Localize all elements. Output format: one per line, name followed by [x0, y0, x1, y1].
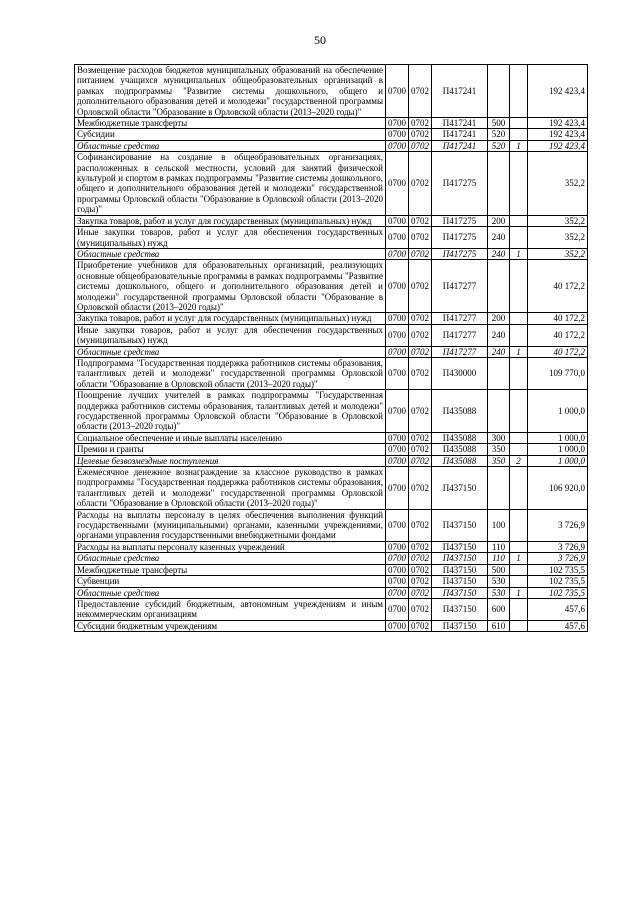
- section-code: 0700: [386, 553, 409, 564]
- table-row: [75, 390, 588, 433]
- table-row: [75, 260, 588, 313]
- table-row: [75, 215, 588, 226]
- amount-value: 192 423,4: [528, 118, 588, 129]
- row-description: Подпрограмма "Государственная поддержка работников системы образования, талантливых детей и молодежи" государственной программы Орловской области "Образование в Орловской области (2013–2020 годы)": [75, 357, 386, 389]
- target-article-code: П417275: [432, 248, 488, 259]
- source-code: [510, 444, 528, 455]
- source-code: [510, 432, 528, 443]
- target-article-code: П417275: [432, 215, 488, 226]
- expense-type-code: 500: [488, 118, 510, 129]
- source-code: 1: [510, 140, 528, 151]
- section-code: 0700: [386, 564, 409, 575]
- table-row: [75, 357, 588, 389]
- row-description: Субсидии бюджетным учреждениям: [75, 620, 386, 631]
- row-description: Возмещение расходов бюджетов муниципальных образований на обеспечение питанием учащихся муниципальных общеобразовательных организаций в рамках подпрограммы "Развитие системы дошкольного, общего и дополнительного образования детей и молодежи" государственной программы Орловской области "Образование в Орловской области (2013–2020 годы)": [75, 65, 386, 118]
- row-description: Областные средства: [75, 140, 386, 151]
- row-description: Расходы на выплаты персоналу казенных учреждений: [75, 541, 386, 552]
- subsection-code: 0702: [409, 357, 432, 389]
- expense-type-code: 200: [488, 313, 510, 324]
- subsection-code: 0702: [409, 346, 432, 357]
- source-code: [510, 390, 528, 433]
- row-description: Иные закупки товаров, работ и услуг для обеспечения государственных (муниципальных) нужд: [75, 324, 386, 346]
- amount-value: 40 172,2: [528, 324, 588, 346]
- row-description: Поощрение лучших учителей в рамках подпрограммы "Государственная поддержка работников системы образования, талантливых детей и молодежи" государственной программы Орловской области "Образование в Орловской области (2013–2020 годы)": [75, 390, 386, 433]
- row-description: Иные закупки товаров, работ и услуг для обеспечения государственных (муниципальных) нужд: [75, 227, 386, 249]
- target-article-code: П417277: [432, 313, 488, 324]
- expense-type-code: 350: [488, 444, 510, 455]
- source-code: [510, 65, 528, 118]
- table-row: [75, 467, 588, 510]
- row-description: Межбюджетные трансферты: [75, 118, 386, 129]
- section-code: 0700: [386, 357, 409, 389]
- target-article-code: П417277: [432, 346, 488, 357]
- section-code: 0700: [386, 390, 409, 433]
- subsection-code: 0702: [409, 215, 432, 226]
- expense-type-code: 610: [488, 620, 510, 631]
- target-article-code: П437150: [432, 620, 488, 631]
- section-code: 0700: [386, 455, 409, 466]
- table-body: [75, 65, 588, 632]
- row-description: Приобретение учебников для образовательных организаций, реализующих основные общеобразовательные программы в рамках подпрограммы "Развитие системы дошкольного, общего и дополнительного образования детей и молодежи" государственной программы Орловской области "Образование в Орловской области (2013–2020 годы)": [75, 260, 386, 313]
- table-row: [75, 432, 588, 443]
- row-description: Социальное обеспечение и иные выплаты населению: [75, 432, 386, 443]
- source-code: [510, 541, 528, 552]
- source-code: 1: [510, 553, 528, 564]
- amount-value: 102 735,5: [528, 587, 588, 598]
- subsection-code: 0702: [409, 118, 432, 129]
- section-code: 0700: [386, 432, 409, 443]
- expense-type-code: 520: [488, 129, 510, 140]
- subsection-code: 0702: [409, 598, 432, 620]
- amount-value: 352,2: [528, 215, 588, 226]
- target-article-code: П417241: [432, 129, 488, 140]
- amount-value: 192 423,4: [528, 129, 588, 140]
- subsection-code: 0702: [409, 553, 432, 564]
- row-description: Субвенции: [75, 576, 386, 587]
- expense-type-code: [488, 357, 510, 389]
- target-article-code: П435088: [432, 432, 488, 443]
- table-row: [75, 444, 588, 455]
- source-code: [510, 620, 528, 631]
- row-description: Премии и гранты: [75, 444, 386, 455]
- source-code: [510, 215, 528, 226]
- target-article-code: П437150: [432, 564, 488, 575]
- target-article-code: П417241: [432, 65, 488, 118]
- target-article-code: П437150: [432, 509, 488, 541]
- source-code: 1: [510, 248, 528, 259]
- amount-value: 106 920,0: [528, 467, 588, 510]
- amount-value: 192 423,4: [528, 65, 588, 118]
- expense-type-code: 240: [488, 227, 510, 249]
- amount-value: 352,2: [528, 227, 588, 249]
- amount-value: 3 726,9: [528, 509, 588, 541]
- subsection-code: 0702: [409, 65, 432, 118]
- source-code: 1: [510, 587, 528, 598]
- amount-value: 457,6: [528, 620, 588, 631]
- subsection-code: 0702: [409, 152, 432, 215]
- row-description: Областные средства: [75, 346, 386, 357]
- source-code: 2: [510, 455, 528, 466]
- row-description: Закупка товаров, работ и услуг для государственных (муниципальных) нужд: [75, 313, 386, 324]
- table-row: [75, 140, 588, 151]
- expense-type-code: 240: [488, 346, 510, 357]
- section-code: 0700: [386, 467, 409, 510]
- table-row: [75, 509, 588, 541]
- section-code: 0700: [386, 65, 409, 118]
- amount-value: 3 726,9: [528, 553, 588, 564]
- section-code: 0700: [386, 260, 409, 313]
- section-code: 0700: [386, 587, 409, 598]
- section-code: 0700: [386, 215, 409, 226]
- table-row: [75, 587, 588, 598]
- expense-type-code: [488, 467, 510, 510]
- target-article-code: П437150: [432, 553, 488, 564]
- subsection-code: 0702: [409, 541, 432, 552]
- expense-type-code: 110: [488, 541, 510, 552]
- amount-value: 102 735,5: [528, 564, 588, 575]
- amount-value: 40 172,2: [528, 260, 588, 313]
- subsection-code: 0702: [409, 248, 432, 259]
- source-code: [510, 118, 528, 129]
- subsection-code: 0702: [409, 576, 432, 587]
- table-row: [75, 455, 588, 466]
- expense-type-code: 530: [488, 576, 510, 587]
- target-article-code: П437150: [432, 467, 488, 510]
- source-code: [510, 357, 528, 389]
- section-code: 0700: [386, 118, 409, 129]
- section-code: 0700: [386, 444, 409, 455]
- table-row: [75, 227, 588, 249]
- expense-type-code: 240: [488, 324, 510, 346]
- expense-type-code: 300: [488, 432, 510, 443]
- subsection-code: 0702: [409, 432, 432, 443]
- section-code: 0700: [386, 598, 409, 620]
- target-article-code: П417275: [432, 152, 488, 215]
- amount-value: 1 000,0: [528, 432, 588, 443]
- expense-type-code: 520: [488, 140, 510, 151]
- amount-value: 352,2: [528, 248, 588, 259]
- table-row: [75, 564, 588, 575]
- expense-type-code: 100: [488, 509, 510, 541]
- amount-value: 457,6: [528, 598, 588, 620]
- amount-value: 1 000,0: [528, 455, 588, 466]
- amount-value: 1 000,0: [528, 390, 588, 433]
- target-article-code: П430000: [432, 357, 488, 389]
- table-row: [75, 65, 588, 118]
- target-article-code: П435088: [432, 455, 488, 466]
- row-description: Расходы на выплаты персоналу в целях обеспечения выполнения функций государственными (муниципальными) органами, казенными учреждениями, органами управления государственными внебюджетными фондами: [75, 509, 386, 541]
- section-code: 0700: [386, 346, 409, 357]
- table-row: [75, 129, 588, 140]
- subsection-code: 0702: [409, 509, 432, 541]
- subsection-code: 0702: [409, 390, 432, 433]
- source-code: 1: [510, 346, 528, 357]
- target-article-code: П417277: [432, 324, 488, 346]
- target-article-code: П437150: [432, 598, 488, 620]
- table-row: [75, 620, 588, 631]
- amount-value: 109 770,0: [528, 357, 588, 389]
- source-code: [510, 509, 528, 541]
- expense-type-code: [488, 65, 510, 118]
- expense-type-code: 200: [488, 215, 510, 226]
- expense-type-code: 240: [488, 248, 510, 259]
- amount-value: 102 735,5: [528, 576, 588, 587]
- subsection-code: 0702: [409, 455, 432, 466]
- target-article-code: П437150: [432, 587, 488, 598]
- subsection-code: 0702: [409, 587, 432, 598]
- target-article-code: П417241: [432, 140, 488, 151]
- table-row: [75, 152, 588, 215]
- row-description: Областные средства: [75, 553, 386, 564]
- source-code: [510, 324, 528, 346]
- source-code: [510, 260, 528, 313]
- section-code: 0700: [386, 576, 409, 587]
- source-code: [510, 598, 528, 620]
- section-code: 0700: [386, 140, 409, 151]
- section-code: 0700: [386, 509, 409, 541]
- expense-type-code: 530: [488, 587, 510, 598]
- target-article-code: П437150: [432, 541, 488, 552]
- section-code: 0700: [386, 620, 409, 631]
- row-description: Предоставление субсидий бюджетным, автономным учреждениям и иным некоммерческим организациям: [75, 598, 386, 620]
- source-code: [510, 313, 528, 324]
- section-code: 0700: [386, 227, 409, 249]
- section-code: 0700: [386, 324, 409, 346]
- amount-value: 1 000,0: [528, 444, 588, 455]
- table-row: [75, 118, 588, 129]
- row-description: Областные средства: [75, 248, 386, 259]
- amount-value: 192 423,4: [528, 140, 588, 151]
- subsection-code: 0702: [409, 260, 432, 313]
- budget-table: [74, 64, 588, 632]
- subsection-code: 0702: [409, 227, 432, 249]
- expense-type-code: 500: [488, 564, 510, 575]
- section-code: 0700: [386, 541, 409, 552]
- table-row: [75, 541, 588, 552]
- row-description: Субсидии: [75, 129, 386, 140]
- section-code: 0700: [386, 248, 409, 259]
- amount-value: 40 172,2: [528, 346, 588, 357]
- expense-type-code: 600: [488, 598, 510, 620]
- expense-type-code: 110: [488, 553, 510, 564]
- amount-value: 3 726,9: [528, 541, 588, 552]
- section-code: 0700: [386, 129, 409, 140]
- row-description: Закупка товаров, работ и услуг для государственных (муниципальных) нужд: [75, 215, 386, 226]
- expense-type-code: [488, 152, 510, 215]
- row-description: Ежемесячное денежное вознаграждение за классное руководство в рамках подпрограммы "Государственная поддержка работников системы образования, талантливых детей и молодежи" государственной программы Орловской области "Образование в Орловской области (2013–2020 годы)": [75, 467, 386, 510]
- target-article-code: П435088: [432, 390, 488, 433]
- source-code: [510, 564, 528, 575]
- subsection-code: 0702: [409, 324, 432, 346]
- expense-type-code: 350: [488, 455, 510, 466]
- section-code: 0700: [386, 152, 409, 215]
- section-code: 0700: [386, 313, 409, 324]
- target-article-code: П435088: [432, 444, 488, 455]
- subsection-code: 0702: [409, 564, 432, 575]
- page-number: 50: [314, 33, 326, 47]
- subsection-code: 0702: [409, 140, 432, 151]
- target-article-code: П417241: [432, 118, 488, 129]
- table-row: [75, 248, 588, 259]
- subsection-code: 0702: [409, 313, 432, 324]
- row-description: Областные средства: [75, 587, 386, 598]
- table-row: [75, 324, 588, 346]
- amount-value: 352,2: [528, 152, 588, 215]
- target-article-code: П417277: [432, 260, 488, 313]
- table-row: [75, 598, 588, 620]
- target-article-code: П417275: [432, 227, 488, 249]
- source-code: [510, 129, 528, 140]
- subsection-code: 0702: [409, 467, 432, 510]
- table-row: [75, 313, 588, 324]
- amount-value: 40 172,2: [528, 313, 588, 324]
- source-code: [510, 576, 528, 587]
- row-description: Целевые безвозмездные поступления: [75, 455, 386, 466]
- expense-type-code: [488, 390, 510, 433]
- subsection-code: 0702: [409, 129, 432, 140]
- row-description: Межбюджетные трансферты: [75, 564, 386, 575]
- expense-type-code: [488, 260, 510, 313]
- source-code: [510, 152, 528, 215]
- row-description: Софинансирование на создание в общеобразовательных организациях, расположенных в сельской местности, условий для занятий физической культурой и спортом в рамках подпрограммы "Развитие системы дошкольного, общего и дополнительного образования детей и молодежи" государственной программы Орловской области "Образование в Орловской области (2013–2020 годы)": [75, 152, 386, 215]
- subsection-code: 0702: [409, 620, 432, 631]
- source-code: [510, 227, 528, 249]
- target-article-code: П437150: [432, 576, 488, 587]
- table-row: [75, 553, 588, 564]
- table-row: [75, 346, 588, 357]
- table-row: [75, 576, 588, 587]
- source-code: [510, 467, 528, 510]
- subsection-code: 0702: [409, 444, 432, 455]
